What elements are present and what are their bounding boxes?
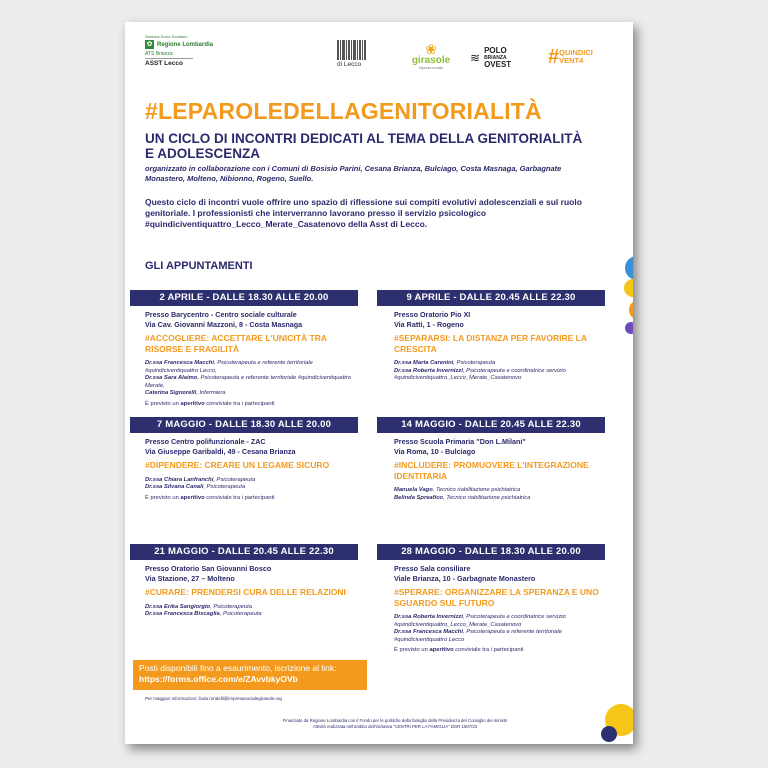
quindici-line1: QUINDICI bbox=[559, 48, 593, 57]
event-speakers bbox=[145, 360, 358, 398]
event-card bbox=[377, 417, 605, 502]
organized-note: organizzato in collaborazione con i Comuni di Bosisio Parini, Cesana Brianza, Bulciago, Costa Masnaga, Garbagnate Monastero, Molteno, Nibionno, Rogeno, Suello. bbox=[145, 164, 562, 183]
section-title: GLI APPUNTAMENTI bbox=[145, 260, 253, 272]
speaker: Dr.ssa Roberta Invernizzi, Psicoterapeuta e coordinatrice servizio #quindiciventiquattro_Lecco_Merate_Casatenovo bbox=[394, 367, 566, 381]
footer bbox=[235, 718, 555, 730]
polo-line1: POLO bbox=[484, 46, 507, 55]
event-place-line1: Presso Barycentro - Centro sociale culturale bbox=[145, 310, 297, 319]
girasole-logo bbox=[401, 42, 461, 70]
event-date: 14 MAGGIO - DALLE 20.45 ALLE 22.30 bbox=[377, 417, 605, 433]
event-card bbox=[130, 417, 358, 502]
footer-line1: Finanziato da Regione Lombardia con il Fondo per le politiche della famiglia della Presidenza del Consiglio dei ministri bbox=[282, 718, 508, 723]
event-card bbox=[377, 290, 605, 383]
speaker: Dr.ssa Roberta Invernizzi, Psicoterapeuta e coordinatrice servizio #quindiciventiquattro_Lecco_Merate_Casatenovo bbox=[394, 614, 566, 628]
dilecco-label: di Lecco bbox=[337, 61, 362, 68]
speaker: Caterina Signorelli, Infermiera bbox=[145, 390, 226, 396]
event-place-line2: Via Ratti, 1 - Rogeno bbox=[394, 319, 464, 329]
wave-icon: ≋ bbox=[470, 50, 481, 65]
intro-paragraph: Questo ciclo di incontri vuole offrire uno spazio di riflessione sui compiti evolutivi adolescenziali e sul ruolo genitoriale. I professionisti che interverranno lavorano presso il servizio psicologico #quindiciventiquattro_Lecco_Merate_Casatenovo della Asst di Lecco. bbox=[145, 197, 582, 229]
hash-icon: # bbox=[548, 46, 560, 68]
event-card bbox=[130, 544, 358, 619]
poster bbox=[125, 22, 633, 744]
event-place bbox=[394, 310, 605, 329]
polo-line2: BRIANZA bbox=[484, 54, 507, 61]
rosa-camuna-icon: ✿ bbox=[146, 41, 153, 48]
signup-box bbox=[133, 660, 367, 690]
event-speakers bbox=[394, 487, 605, 502]
event-place bbox=[145, 310, 358, 329]
asst-label: ASST Lecco bbox=[145, 58, 193, 67]
decorative-shapes-icon bbox=[613, 252, 633, 342]
event-card bbox=[377, 544, 605, 655]
dilecco-logo bbox=[337, 40, 366, 68]
event-place-line1: Presso Oratorio San Giovanni Bosco bbox=[145, 564, 272, 573]
event-date: 7 MAGGIO - DALLE 18.30 ALLE 20.00 bbox=[130, 417, 358, 433]
event-speakers bbox=[394, 614, 605, 644]
event-place bbox=[394, 564, 605, 583]
quindici-line2: VENT4 bbox=[559, 56, 584, 65]
footer-line2: Attività realizzata nell'ambito dell'iniziativa "CENTRI PER LA FAMIGLIA" DGR 1507/23 bbox=[312, 724, 478, 729]
event-topic: #DIPENDERE: CREARE UN LEGAME SICURO bbox=[145, 460, 330, 470]
event-speakers bbox=[394, 360, 605, 383]
event-place-line1: Presso Sala consiliare bbox=[394, 564, 471, 573]
signup-link[interactable]: https://forms.office.com/e/ZAvvbkyOVb bbox=[139, 674, 298, 684]
event-place bbox=[145, 564, 358, 583]
speaker: Dr.ssa Silvana Canali, Psicoterapeuta bbox=[145, 484, 246, 490]
speaker: Dr.ssa Francesca Biscaglia, Psicoterapeuta bbox=[145, 611, 262, 617]
sunflower-icon: ❀ bbox=[425, 41, 437, 57]
polo-brianza-ovest-logo bbox=[470, 47, 511, 68]
more-info: Per maggiori informazioni: linda.rondelli@impresasocialegirasole.org bbox=[145, 696, 282, 701]
speaker: Dr.ssa Francesca Macchi, Psicoterapeuta e referente territoriale #quindiciventiquattro Lecco bbox=[394, 629, 562, 643]
aperitivo-note: È previsto un aperitivo conviviale tra i partecipanti bbox=[394, 647, 524, 653]
event-date: 28 MAGGIO - DALLE 18.30 ALLE 20.00 bbox=[377, 544, 605, 560]
event-topic: #CURARE: PRENDERSI CURA DELLE RELAZIONI bbox=[145, 587, 346, 597]
event-place-line1: Presso Centro polifunzionale - ZAC bbox=[145, 437, 266, 446]
quindiciventiquattro-logo bbox=[548, 44, 614, 70]
event-place-line2: Viale Brianza, 10 - Garbagnate Monastero bbox=[394, 573, 536, 583]
speaker: Dr.ssa Marta Carenini, Psicoterapeuta bbox=[394, 360, 496, 366]
regione-name: Regione Lombardia bbox=[157, 41, 214, 48]
decorative-blob-icon bbox=[597, 694, 633, 744]
ats-label: ATS Brianza bbox=[145, 51, 173, 57]
girasole-name: girasole bbox=[411, 55, 451, 66]
event-date: 21 MAGGIO - DALLE 20.45 ALLE 22.30 bbox=[130, 544, 358, 560]
event-place-line1: Presso Oratorio Pio XI bbox=[394, 310, 471, 319]
speaker: Dr.ssa Francesca Macchi, Psicoterapeuta e referente territoriale #quindiciventiquattro Lecco, bbox=[145, 360, 313, 374]
event-date: 2 APRILE - DALLE 18.30 ALLE 20.00 bbox=[130, 290, 358, 306]
regione-tiny-label: Sistema Socio Sanitario bbox=[145, 34, 188, 39]
event-topic: #INCLUDERE: PROMUOVERE L'INTEGRAZIONE IDENTITARIA bbox=[394, 460, 589, 481]
event-place-line2: Via Stazione, 27 – Molteno bbox=[145, 573, 235, 583]
event-place-line2: Via Giuseppe Garibaldi, 49 - Cesana Brianza bbox=[145, 446, 296, 456]
event-place bbox=[145, 437, 358, 456]
speaker: Belinda Spreafico, Tecnico riabilitazione psichiatrica bbox=[394, 494, 531, 501]
event-topic: #SEPARARSI: LA DISTANZA PER FAVORIRE LA CRESCITA bbox=[394, 333, 587, 354]
event-topic: #SPERARE: ORGANIZZARE LA SPERANZA E UNO SGUARDO SUL FUTURO bbox=[394, 587, 599, 608]
signup-text: Posti disponibili fino a esaurimento, iscrizione al link: bbox=[139, 663, 337, 673]
event-place-line1: Presso Scuola Primaria "Don L.Milani" bbox=[394, 437, 526, 446]
girasole-sub: impresa sociale bbox=[418, 66, 444, 70]
aperitivo-note: È previsto un aperitivo conviviale tra i partecipanti bbox=[145, 494, 275, 501]
event-speakers bbox=[145, 477, 358, 492]
event-place-line2: Via Roma, 10 - Bulciago bbox=[394, 446, 476, 456]
speaker: Dr.ssa Erika Sangiorgio, Psicoterapeuta bbox=[145, 603, 252, 610]
event-speakers bbox=[145, 604, 358, 619]
subtitle: UN CICLO DI INCONTRI DEDICATI AL TEMA DELLA GENITORIALITÀ E ADOLESCENZA bbox=[145, 131, 583, 161]
event-place-line2: Via Cav. Giovanni Mazzoni, 8 - Costa Masnaga bbox=[145, 319, 303, 329]
event-card bbox=[130, 290, 358, 408]
barcode-icon bbox=[337, 40, 366, 60]
speaker: Dr.ssa Chiara Lanfranchi, Psicoterapeuta bbox=[145, 476, 256, 483]
event-place bbox=[394, 437, 605, 456]
regione-lombardia-logo bbox=[145, 34, 235, 67]
aperitivo-note: È previsto un aperitivo conviviale tra i partecipanti bbox=[145, 400, 275, 407]
event-topic: #ACCOGLIERE: ACCETTARE L'UNICITÀ TRA RISORSE E FRAGILITÀ bbox=[145, 333, 327, 354]
polo-line3: OVEST bbox=[484, 59, 512, 69]
speaker: Manuela Vago, Tecnico riabilitazione psichiatrica bbox=[394, 487, 521, 493]
speaker: Dr.ssa Sara Alaimo, Psicoterapeuta e referente territoriale #quindiciventiquattro Merate, bbox=[145, 375, 352, 389]
hashtag-title: #LEPAROLEDELLAGENITORIALITÀ bbox=[145, 98, 542, 124]
event-date: 9 APRILE - DALLE 20.45 ALLE 22.30 bbox=[377, 290, 605, 306]
